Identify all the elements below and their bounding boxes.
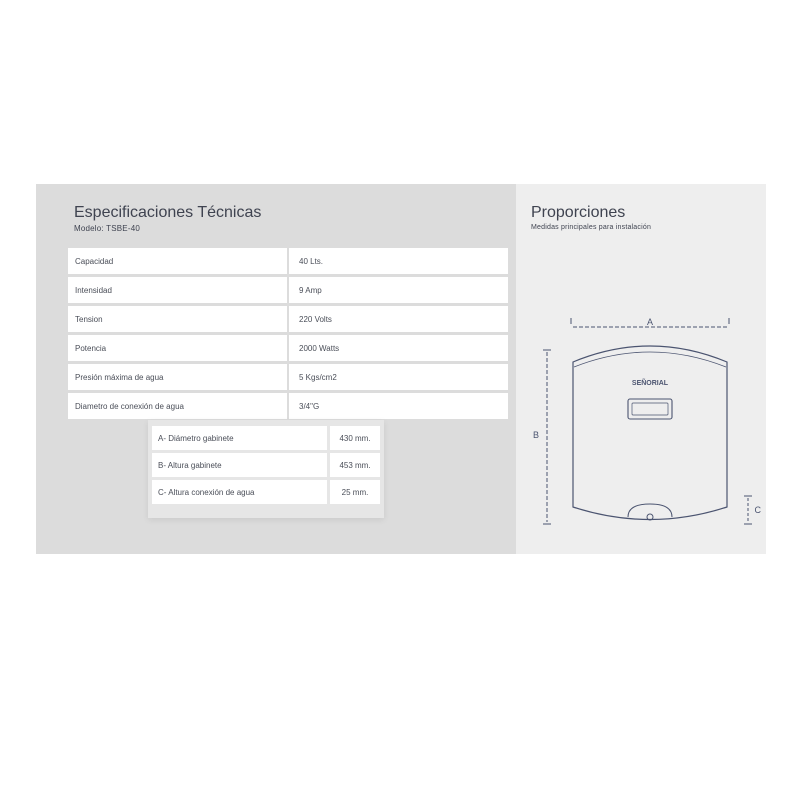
table-row [68,306,508,332]
spec-value: 5 Kgs/cm2 [289,364,508,390]
spec-label: Presión máxima de agua [68,364,287,390]
table-row [68,277,508,303]
dimension-value: 25 mm. [330,480,380,504]
dimension-label: B- Altura gabinete [152,453,327,477]
water-heater-diagram [516,184,766,554]
spec-value: 220 Volts [289,306,508,332]
spec-value: 2000 Watts [289,335,508,361]
table-row [148,480,384,504]
proportions-panel [516,184,766,554]
spec-value: 9 Amp [289,277,508,303]
spec-label: Capacidad [68,248,287,274]
model-label: Modelo: TSBE-40 [74,224,140,233]
specs-title: Especificaciones Técnicas [74,204,262,221]
spec-label: Potencia [68,335,287,361]
label-c: C [754,505,761,515]
water-connector [628,504,672,517]
table-row [68,393,508,419]
table-row [148,426,384,450]
spec-value: 3/4"G [289,393,508,419]
table-row [68,248,508,274]
spec-table [68,248,508,422]
brand-logo: SEÑORIAL [631,380,669,387]
heater-body [573,346,727,520]
label-a: A [646,317,654,327]
label-b: B [532,430,540,440]
proportions-subtitle: Medidas principales para instalación [531,224,652,231]
dimensions-table [148,420,384,518]
dimension-label: A- Diámetro gabinete [152,426,327,450]
table-row [148,453,384,477]
table-row [68,335,508,361]
spec-banner [36,184,766,554]
dimension-value: 453 mm. [330,453,380,477]
display-screen [632,403,668,415]
spec-value: 40 Lts. [289,248,508,274]
dimension-value: 430 mm. [330,426,380,450]
spec-label: Intensidad [68,277,287,303]
table-row [68,364,508,390]
specs-panel [36,184,516,554]
display-panel [628,399,672,419]
proportions-title: Proporciones [531,204,626,221]
spec-label: Tension [68,306,287,332]
dimension-label: C- Altura conexión de agua [152,480,327,504]
spec-label: Diametro de conexión de agua [68,393,287,419]
